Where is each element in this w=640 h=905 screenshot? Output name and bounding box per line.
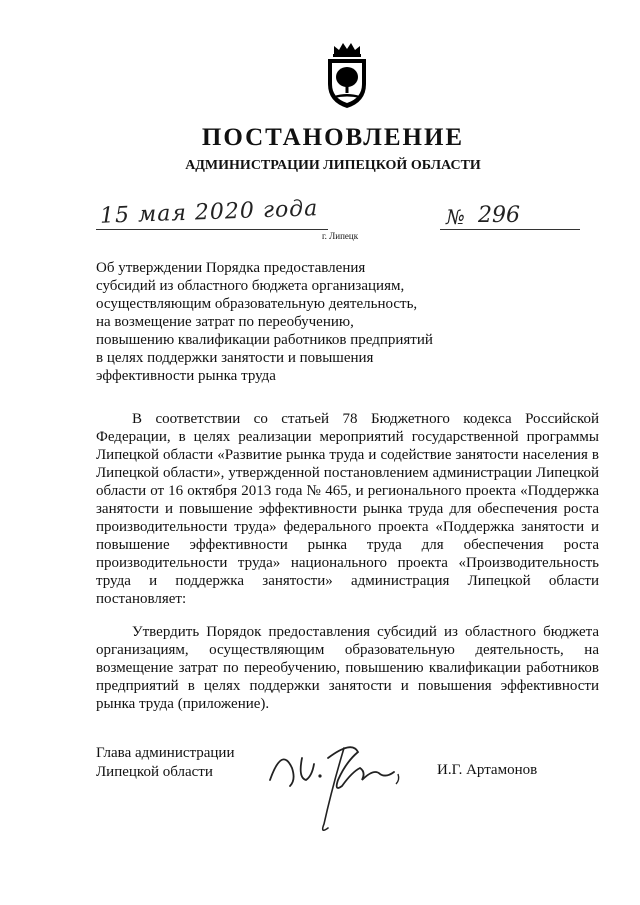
signatory-title-line: Липецкой области <box>96 764 213 780</box>
issuing-authority: АДМИНИСТРАЦИИ ЛИПЕЦКОЙ ОБЛАСТИ <box>185 158 481 173</box>
number-sign: № <box>446 205 465 229</box>
body-paragraph-1: В соответствии со статьей 78 Бюджетного кодекса Российской Федерации, в целях реализации мероприятий государственной программы Липецкой области «Развитие рынка труда и содействие занятости населения в Липецкой области», утвержденной постановлением администрации Липецкой области от 16 октября 2013 года № 465, и регионального проекта «Поддержка занятости и повышение эффективности рынка труда для обеспечения роста производительности труда» федерального проекта «Поддержка занятости и повышение эффективности рынка труда для обеспечения роста производительности труда» национального проекта «Производительность труда и поддержка занятости» администрация Липецкой области постановляет: <box>96 411 599 607</box>
date-underline <box>96 229 328 230</box>
subject-line: на возмещение затрат по переобучению, <box>96 314 354 330</box>
subject-line: эффективности рынка труда <box>96 368 276 384</box>
subject-line: Об утверждении Порядка предоставления <box>96 260 366 276</box>
handwritten-date: 15 мая 2020 года <box>99 196 319 229</box>
document-number: 296 <box>478 203 520 228</box>
subject-line: в целях поддержки занятости и повышения <box>96 350 374 366</box>
body-paragraph-2: Утвердить Порядок предоставления субсидий из областного бюджета организациям, осуществляющим образовательную деятельность, на возмещение затрат по переобучению, повышению квалификации работников предприятий в целях поддержки занятости и повышения эффективности рынка труда (приложение). <box>96 624 599 712</box>
document-subject <box>96 259 476 385</box>
subject-line: повышению квалификации работников предприятий <box>96 332 433 348</box>
subject-line: субсидий из областного бюджета организациям, <box>96 278 405 294</box>
subject-line: осуществляющим образовательную деятельность, <box>96 296 418 312</box>
signatory-name: И.Г. Артамонов <box>437 762 538 778</box>
city-label: г. Липецк <box>322 231 359 241</box>
signatory-title-line: Глава администрации <box>96 745 235 761</box>
coat-of-arms-icon <box>322 40 372 110</box>
number-underline <box>440 229 580 230</box>
document-title: ПОСТАНОВЛЕНИЕ <box>201 124 465 151</box>
signatory-title <box>96 744 234 782</box>
handwritten-signature <box>262 728 412 838</box>
